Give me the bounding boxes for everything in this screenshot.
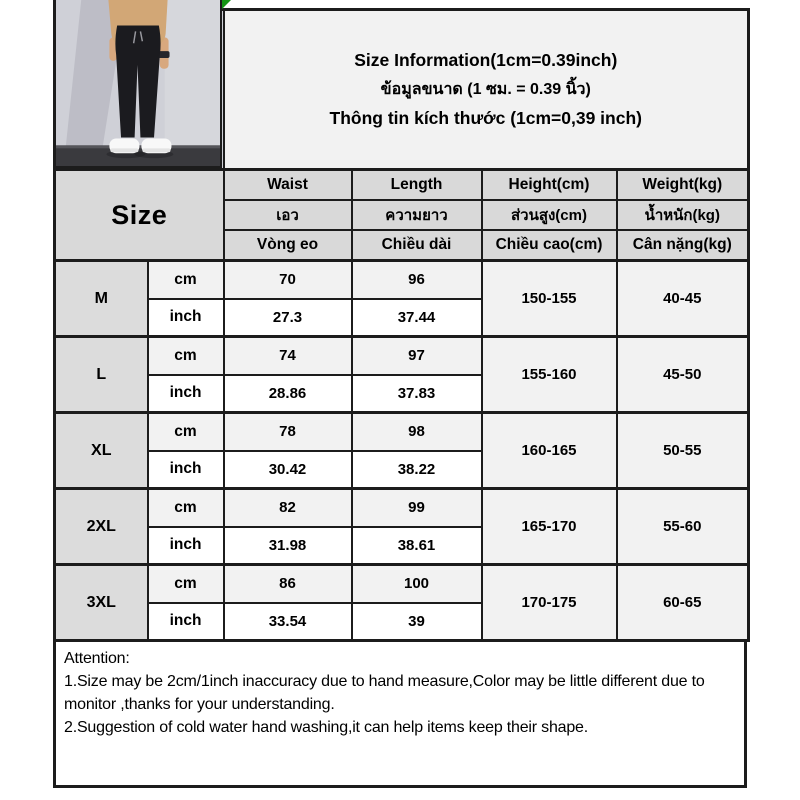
size-label-2xl: 2XL: [55, 489, 148, 565]
unit-label-inch: inch: [148, 299, 224, 337]
unit-label-cm: cm: [148, 261, 224, 299]
header-length-en: Length: [352, 170, 482, 200]
length-inch-value: 38.61: [352, 527, 482, 565]
waist-cm-value: 70: [224, 261, 352, 299]
header-height-vi: Chiều cao(cm): [482, 230, 617, 261]
height-value: 170-175: [482, 565, 617, 641]
header-weight-vi: Cân nặng(kg): [617, 230, 749, 261]
unit-label-inch: inch: [148, 603, 224, 641]
photo-wall-highlight: [165, 0, 220, 166]
attention-note-2: 2.Suggestion of cold water hand washing,it can help items keep their shape.: [64, 719, 589, 736]
length-inch-value: 38.22: [352, 451, 482, 489]
unit-label-cm: cm: [148, 565, 224, 603]
header-length-vi: Chiều dài: [352, 230, 482, 261]
unit-label-cm: cm: [148, 413, 224, 451]
product-photo: [53, 0, 222, 169]
weight-value: 40-45: [617, 261, 749, 337]
waist-cm-value: 82: [224, 489, 352, 527]
length-cm-value: 99: [352, 489, 482, 527]
weight-value: 60-65: [617, 565, 749, 641]
waist-inch-value: 28.86: [224, 375, 352, 413]
header-waist-en: Waist: [224, 170, 352, 200]
height-value: 160-165: [482, 413, 617, 489]
length-cm-value: 98: [352, 413, 482, 451]
model-photo-illustration: [56, 0, 220, 166]
right-sneaker-sole: [142, 148, 170, 152]
unit-label-inch: inch: [148, 527, 224, 565]
length-cm-value: 96: [352, 261, 482, 299]
size-label-xl: XL: [55, 413, 148, 489]
weight-value: 45-50: [617, 337, 749, 413]
unit-label-cm: cm: [148, 489, 224, 527]
header-waist-vi: Vòng eo: [224, 230, 352, 261]
header-length-th: ความยาว: [352, 200, 482, 230]
waist-cm-value: 74: [224, 337, 352, 375]
attention-note-1: 1.Size may be 2cm/1inch inaccuracy due to hand measure,Color may be little different due to monitor ,thanks for your understanding.: [64, 673, 705, 713]
size-label-3xl: 3XL: [55, 565, 148, 641]
waist-inch-value: 27.3: [224, 299, 352, 337]
unit-label-inch: inch: [148, 375, 224, 413]
attention-box: [53, 639, 747, 788]
size-header: Size: [55, 170, 224, 261]
length-cm-value: 97: [352, 337, 482, 375]
height-value: 165-170: [482, 489, 617, 565]
length-cm-value: 100: [352, 565, 482, 603]
header-height-th: ส่วนสูง(cm): [482, 200, 617, 230]
attention-heading: Attention:: [64, 650, 130, 667]
header-weight-en: Weight(kg): [617, 170, 749, 200]
waist-inch-value: 30.42: [224, 451, 352, 489]
height-value: 155-160: [482, 337, 617, 413]
waist-inch-value: 31.98: [224, 527, 352, 565]
header-height-en: Height(cm): [482, 170, 617, 200]
waist-cm-value: 78: [224, 413, 352, 451]
size-label-l: L: [55, 337, 148, 413]
length-inch-value: 37.83: [352, 375, 482, 413]
title-cell: [224, 10, 749, 170]
waist-cm-value: 86: [224, 565, 352, 603]
length-inch-value: 37.44: [352, 299, 482, 337]
weight-value: 55-60: [617, 489, 749, 565]
weight-value: 50-55: [617, 413, 749, 489]
title-thai: ข้อมูลขนาด (1 ซม. = 0.39 นิ้ว): [380, 81, 591, 98]
waist-inch-value: 33.54: [224, 603, 352, 641]
title-english: Size Information(1cm=0.39inch): [354, 50, 618, 70]
height-value: 150-155: [482, 261, 617, 337]
title-vietnamese: Thông tin kích thước (1cm=0,39 inch): [329, 108, 642, 128]
length-inch-value: 39: [352, 603, 482, 641]
header-weight-th: น้ำหนัก(kg): [617, 200, 749, 230]
unit-label-cm: cm: [148, 337, 224, 375]
size-label-m: M: [55, 261, 148, 337]
left-sneaker-sole: [110, 148, 138, 152]
unit-label-inch: inch: [148, 451, 224, 489]
header-waist-th: เอว: [224, 200, 352, 230]
